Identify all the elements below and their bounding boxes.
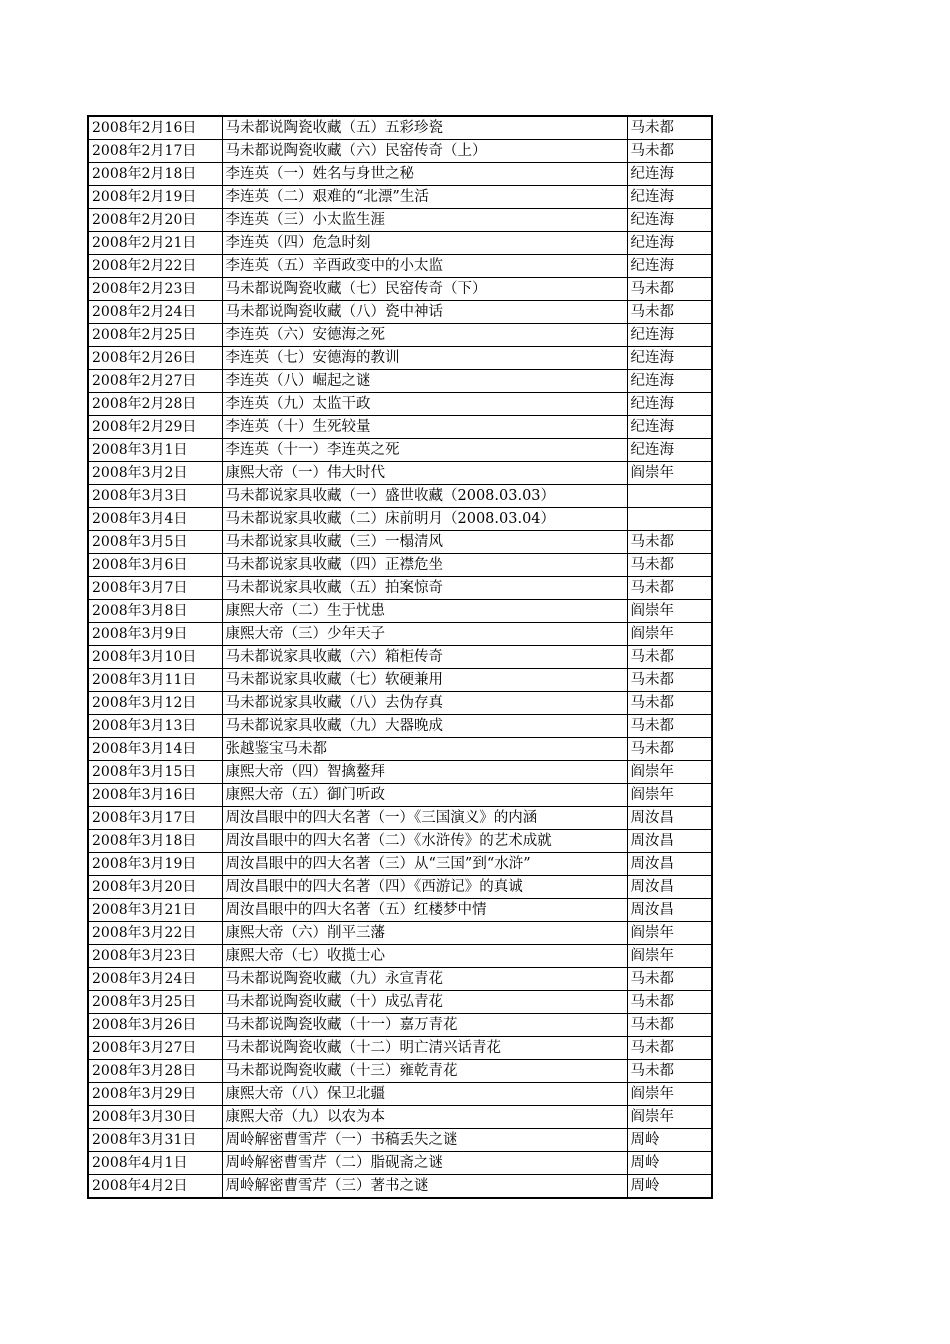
table-row: [88, 232, 712, 255]
author-cell: 周汝昌: [627, 830, 712, 853]
date-cell: 2008年3月15日: [88, 761, 222, 784]
title-cell: 李连英（二）艰难的“北漂”生活: [222, 186, 627, 209]
date-cell: 2008年3月1日: [88, 439, 222, 462]
author-cell: 马未都: [627, 968, 712, 991]
title-cell: 李连英（三）小太监生涯: [222, 209, 627, 232]
table-row: [88, 554, 712, 577]
date-cell: 2008年2月17日: [88, 140, 222, 163]
author-cell: 马未都: [627, 738, 712, 761]
author-cell: 马未都: [627, 577, 712, 600]
date-cell: 2008年2月27日: [88, 370, 222, 393]
author-cell: 马未都: [627, 669, 712, 692]
table-row: [88, 301, 712, 324]
table-row: [88, 968, 712, 991]
date-cell: 2008年3月24日: [88, 968, 222, 991]
title-cell: 康熙大帝（八）保卫北疆: [222, 1083, 627, 1106]
title-cell: 马未都说家具收藏（六）箱柜传奇: [222, 646, 627, 669]
date-cell: 2008年2月25日: [88, 324, 222, 347]
date-cell: 2008年3月5日: [88, 531, 222, 554]
author-cell: 阎崇年: [627, 761, 712, 784]
date-cell: 2008年2月24日: [88, 301, 222, 324]
title-cell: 康熙大帝（六）削平三藩: [222, 922, 627, 945]
title-cell: 李连英（八）崛起之谜: [222, 370, 627, 393]
author-cell: 周汝昌: [627, 807, 712, 830]
table-row: [88, 278, 712, 301]
table-row: [88, 255, 712, 278]
table-row: [88, 1152, 712, 1175]
title-cell: 李连英（五）辛酉政变中的小太监: [222, 255, 627, 278]
date-cell: 2008年4月2日: [88, 1175, 222, 1199]
date-cell: 2008年3月22日: [88, 922, 222, 945]
table-row: [88, 830, 712, 853]
table-row: [88, 738, 712, 761]
table-row: [88, 876, 712, 899]
title-cell: 马未都说陶瓷收藏（五）五彩珍瓷: [222, 116, 627, 140]
author-cell: [627, 508, 712, 531]
date-cell: 2008年3月25日: [88, 991, 222, 1014]
date-cell: 2008年3月11日: [88, 669, 222, 692]
date-cell: 2008年3月10日: [88, 646, 222, 669]
title-cell: 马未都说陶瓷收藏（十三）雍乾青花: [222, 1060, 627, 1083]
title-cell: 李连英（四）危急时刻: [222, 232, 627, 255]
author-cell: [627, 485, 712, 508]
title-cell: 李连英（九）太监干政: [222, 393, 627, 416]
title-cell: 周汝昌眼中的四大名著（二）《水浒传》的艺术成就: [222, 830, 627, 853]
date-cell: 2008年3月13日: [88, 715, 222, 738]
date-cell: 2008年2月18日: [88, 163, 222, 186]
author-cell: 阎崇年: [627, 1106, 712, 1129]
title-cell: 马未都说家具收藏（二）床前明月（2008.03.04）: [222, 508, 627, 531]
table-row: [88, 186, 712, 209]
author-cell: 阎崇年: [627, 462, 712, 485]
table-row: [88, 623, 712, 646]
table-row: [88, 1037, 712, 1060]
date-cell: 2008年3月21日: [88, 899, 222, 922]
author-cell: 周汝昌: [627, 876, 712, 899]
date-cell: 2008年2月26日: [88, 347, 222, 370]
table-row: [88, 646, 712, 669]
author-cell: 周汝昌: [627, 853, 712, 876]
author-cell: 马未都: [627, 278, 712, 301]
table-row: [88, 370, 712, 393]
table-row: [88, 715, 712, 738]
date-cell: 2008年3月27日: [88, 1037, 222, 1060]
title-cell: 周岭解密曹雪芹（二）脂砚斋之谜: [222, 1152, 627, 1175]
table-row: [88, 1175, 712, 1199]
title-cell: 马未都说陶瓷收藏（六）民窑传奇（上）: [222, 140, 627, 163]
author-cell: 马未都: [627, 1037, 712, 1060]
date-cell: 2008年2月23日: [88, 278, 222, 301]
date-cell: 2008年3月23日: [88, 945, 222, 968]
title-cell: 康熙大帝（五）御门听政: [222, 784, 627, 807]
title-cell: 周汝昌眼中的四大名著（五）红楼梦中情: [222, 899, 627, 922]
author-cell: 纪连海: [627, 209, 712, 232]
date-cell: 2008年2月28日: [88, 393, 222, 416]
author-cell: 马未都: [627, 140, 712, 163]
date-cell: 2008年3月18日: [88, 830, 222, 853]
author-cell: 阎崇年: [627, 600, 712, 623]
title-cell: 李连英（六）安德海之死: [222, 324, 627, 347]
table-row: [88, 1106, 712, 1129]
date-cell: 2008年3月30日: [88, 1106, 222, 1129]
title-cell: 马未都说家具收藏（九）大器晚成: [222, 715, 627, 738]
title-cell: 马未都说陶瓷收藏（十一）嘉万青花: [222, 1014, 627, 1037]
date-cell: 2008年3月7日: [88, 577, 222, 600]
author-cell: 纪连海: [627, 163, 712, 186]
date-cell: 2008年3月12日: [88, 692, 222, 715]
table-row: [88, 347, 712, 370]
title-cell: 李连英（七）安德海的教训: [222, 347, 627, 370]
author-cell: 周岭: [627, 1129, 712, 1152]
title-cell: 周汝昌眼中的四大名著（一）《三国演义》的内涵: [222, 807, 627, 830]
table-row: [88, 462, 712, 485]
table-row: [88, 209, 712, 232]
table-row: [88, 945, 712, 968]
author-cell: 纪连海: [627, 255, 712, 278]
author-cell: 马未都: [627, 531, 712, 554]
title-cell: 康熙大帝（七）收揽士心: [222, 945, 627, 968]
table-row: [88, 669, 712, 692]
title-cell: 周岭解密曹雪芹（三）著书之谜: [222, 1175, 627, 1199]
author-cell: 阎崇年: [627, 623, 712, 646]
date-cell: 2008年3月6日: [88, 554, 222, 577]
date-cell: 2008年3月19日: [88, 853, 222, 876]
title-cell: 张越鉴宝马未都: [222, 738, 627, 761]
schedule-table: [87, 115, 713, 1199]
date-cell: 2008年2月22日: [88, 255, 222, 278]
table-row: [88, 1014, 712, 1037]
date-cell: 2008年2月21日: [88, 232, 222, 255]
table-row: [88, 991, 712, 1014]
title-cell: 李连英（十一）李连英之死: [222, 439, 627, 462]
title-cell: 李连英（十）生死较量: [222, 416, 627, 439]
title-cell: 马未都说家具收藏（五）拍案惊奇: [222, 577, 627, 600]
table-row: [88, 577, 712, 600]
title-cell: 康熙大帝（一）伟大时代: [222, 462, 627, 485]
title-cell: 马未都说家具收藏（一）盛世收藏（2008.03.03）: [222, 485, 627, 508]
table-row: [88, 692, 712, 715]
title-cell: 李连英（一）姓名与身世之秘: [222, 163, 627, 186]
title-cell: 马未都说家具收藏（四）正襟危坐: [222, 554, 627, 577]
title-cell: 康熙大帝（三）少年天子: [222, 623, 627, 646]
author-cell: 马未都: [627, 715, 712, 738]
schedule-table-body: [88, 116, 712, 1198]
date-cell: 2008年3月20日: [88, 876, 222, 899]
title-cell: 康熙大帝（九）以农为本: [222, 1106, 627, 1129]
title-cell: 周汝昌眼中的四大名著（四）《西游记》的真诚: [222, 876, 627, 899]
date-cell: 2008年2月19日: [88, 186, 222, 209]
date-cell: 2008年3月31日: [88, 1129, 222, 1152]
author-cell: 纪连海: [627, 347, 712, 370]
date-cell: 2008年3月14日: [88, 738, 222, 761]
author-cell: 纪连海: [627, 370, 712, 393]
table-row: [88, 1083, 712, 1106]
author-cell: 马未都: [627, 1060, 712, 1083]
title-cell: 马未都说家具收藏（三）一榻清风: [222, 531, 627, 554]
author-cell: 纪连海: [627, 393, 712, 416]
author-cell: 纪连海: [627, 324, 712, 347]
title-cell: 康熙大帝（四）智擒鳌拜: [222, 761, 627, 784]
author-cell: 阎崇年: [627, 945, 712, 968]
table-row: [88, 761, 712, 784]
date-cell: 2008年3月4日: [88, 508, 222, 531]
table-row: [88, 439, 712, 462]
author-cell: 周岭: [627, 1152, 712, 1175]
date-cell: 2008年3月17日: [88, 807, 222, 830]
author-cell: 纪连海: [627, 416, 712, 439]
title-cell: 马未都说家具收藏（八）去伪存真: [222, 692, 627, 715]
author-cell: 马未都: [627, 554, 712, 577]
table-row: [88, 393, 712, 416]
author-cell: 马未都: [627, 991, 712, 1014]
author-cell: 阎崇年: [627, 784, 712, 807]
author-cell: 马未都: [627, 646, 712, 669]
table-row: [88, 116, 712, 140]
author-cell: 马未都: [627, 301, 712, 324]
table-row: [88, 163, 712, 186]
table-row: [88, 600, 712, 623]
title-cell: 马未都说陶瓷收藏（十二）明亡清兴话青花: [222, 1037, 627, 1060]
author-cell: 纪连海: [627, 439, 712, 462]
date-cell: 2008年4月1日: [88, 1152, 222, 1175]
table-row: [88, 1129, 712, 1152]
title-cell: 周岭解密曹雪芹（一）书稿丢失之谜: [222, 1129, 627, 1152]
date-cell: 2008年2月16日: [88, 116, 222, 140]
title-cell: 马未都说陶瓷收藏（七）民窑传奇（下）: [222, 278, 627, 301]
title-cell: 马未都说陶瓷收藏（十）成弘青花: [222, 991, 627, 1014]
table-row: [88, 853, 712, 876]
title-cell: 周汝昌眼中的四大名著（三）从“三国”到“水浒”: [222, 853, 627, 876]
table-row: [88, 807, 712, 830]
author-cell: 马未都: [627, 116, 712, 140]
date-cell: 2008年3月16日: [88, 784, 222, 807]
date-cell: 2008年3月29日: [88, 1083, 222, 1106]
date-cell: 2008年3月26日: [88, 1014, 222, 1037]
date-cell: 2008年3月9日: [88, 623, 222, 646]
date-cell: 2008年2月29日: [88, 416, 222, 439]
table-row: [88, 922, 712, 945]
table-row: [88, 140, 712, 163]
author-cell: 纪连海: [627, 186, 712, 209]
table-row: [88, 508, 712, 531]
author-cell: 阎崇年: [627, 922, 712, 945]
date-cell: 2008年2月20日: [88, 209, 222, 232]
table-row: [88, 485, 712, 508]
date-cell: 2008年3月3日: [88, 485, 222, 508]
title-cell: 马未都说陶瓷收藏（八）瓷中神话: [222, 301, 627, 324]
date-cell: 2008年3月2日: [88, 462, 222, 485]
table-row: [88, 416, 712, 439]
table-row: [88, 784, 712, 807]
title-cell: 康熙大帝（二）生于忧患: [222, 600, 627, 623]
author-cell: 阎崇年: [627, 1083, 712, 1106]
table-row: [88, 1060, 712, 1083]
table-row: [88, 899, 712, 922]
author-cell: 纪连海: [627, 232, 712, 255]
date-cell: 2008年3月8日: [88, 600, 222, 623]
title-cell: 马未都说家具收藏（七）软硬兼用: [222, 669, 627, 692]
table-row: [88, 324, 712, 347]
table-row: [88, 531, 712, 554]
author-cell: 周岭: [627, 1175, 712, 1199]
date-cell: 2008年3月28日: [88, 1060, 222, 1083]
author-cell: 周汝昌: [627, 899, 712, 922]
title-cell: 马未都说陶瓷收藏（九）永宣青花: [222, 968, 627, 991]
author-cell: 马未都: [627, 1014, 712, 1037]
author-cell: 马未都: [627, 692, 712, 715]
